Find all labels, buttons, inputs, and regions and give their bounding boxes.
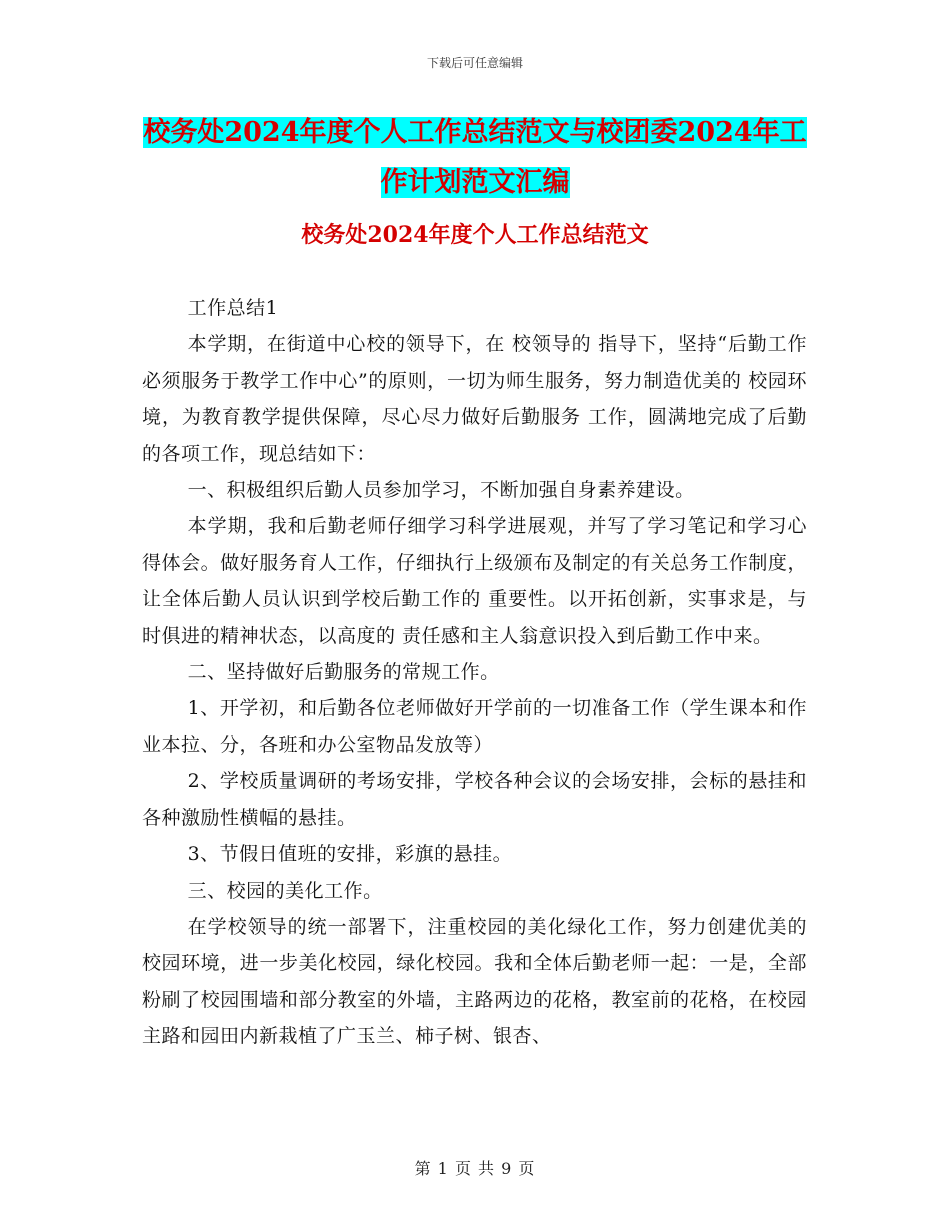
paragraph: 在学校领导的统一部署下，注重校园的美化绿化工作，努力创建优美的校园环境，进一步美化校园，绿化校园。我和全体后勤老师一起：一是，全部粉刷了校园围墙和部分教室的外墙，主路两边的花格，教室前的花格，在校园主路和园田内新栽植了广玉兰、柿子树、银杏、 bbox=[142, 915, 807, 1048]
paragraph: 本学期，我和后勤老师仔细学习科学进展观，并写了学习笔记和学习心得体会。做好服务育人工作，仔细执行上级颁布及制定的有关总务工作制度，让全体后勤人员认识到学校后勤工作的 重要性。以开拓创新，实事求是，与时俱进的精神状态，以高度的 责任感和主人翁意识投入到后勤工作中来。 bbox=[142, 515, 807, 647]
header-note: 下载后可任意编辑 bbox=[426, 56, 523, 70]
document-title bbox=[140, 108, 810, 208]
paragraph: 2、学校质量调研的考场安排，学校各种会议的会场安排，会标的悬挂和各种激励性横幅的悬挂。 bbox=[142, 770, 807, 829]
section-title: 校务处2024年度个人工作总结范文 bbox=[301, 222, 649, 248]
document-body bbox=[142, 290, 807, 1055]
title-highlight: 校务处2024年度个人工作总结范文与校团委2024年工作计划范文汇编 bbox=[143, 117, 807, 198]
paragraph: 二、坚持做好后勤服务的常规工作。 bbox=[187, 661, 500, 684]
paragraph: 一、积极组织后勤人员参加学习，不断加强自身素养建设。 bbox=[187, 479, 695, 502]
paragraph: 3、节假日值班的安排，彩旗的悬挂。 bbox=[187, 843, 513, 866]
page-number-footer: 第 1 页 共 9 页 bbox=[414, 1159, 536, 1178]
paragraph: 工作总结1 bbox=[187, 297, 279, 319]
paragraph: 三、校园的美化工作。 bbox=[187, 879, 383, 902]
paragraph: 1、开学初，和后勤各位老师做好开学前的一切准备工作（学生课本和作业本拉、分，各班和办公室物品发放等） bbox=[142, 697, 807, 756]
paragraph: 本学期，在街道中心校的领导下，在 校领导的 指导下，坚持“后勤工作必须服务于教学工作中心”的原则，一切为师生服务，努力制造优美的 校园环境，为教育教学提供保障，尽心尽力做好后勤服务 工作，圆满地完成了后勤的各项工作，现总结如下： bbox=[142, 333, 807, 465]
